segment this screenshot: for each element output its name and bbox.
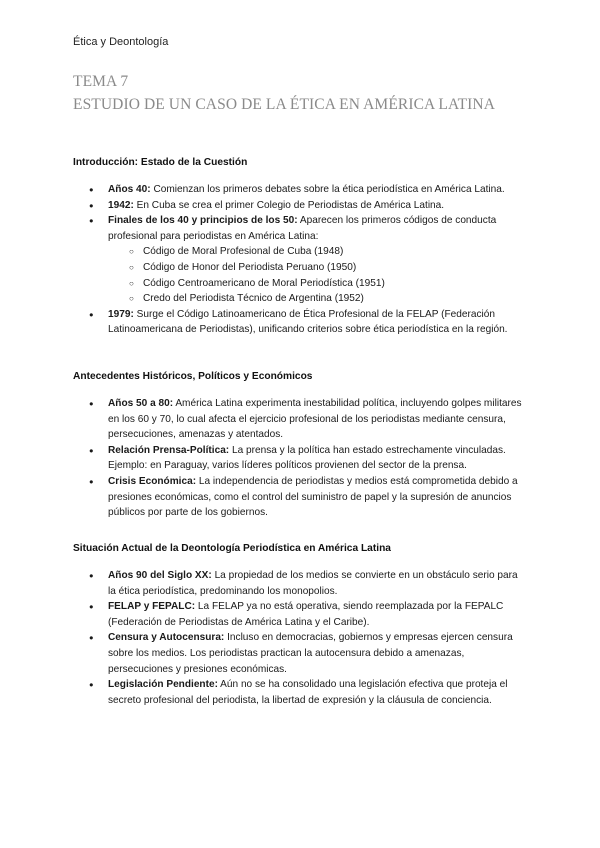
item-text: La FELAP ya no está operativa, siendo reemplazada por la FEPALC (Federación de Periodistas de América Latina y el Caribe). bbox=[108, 601, 504, 628]
page-title-line1: TEMA 7 bbox=[73, 73, 129, 90]
page-title-line2: ESTUDIO DE UN CASO DE LA ÉTICA EN AMÉRICA LATINA bbox=[73, 96, 495, 113]
list-item bbox=[73, 599, 528, 630]
sub-list-item: ○ Credo del Periodista Técnico de Argentina (1952) bbox=[108, 291, 528, 307]
item-text: Incluso en democracias, gobiernos y empresas ejercen censura sobre los medios. Los periodistas practican la autocensura debido a amenazas, persecuciones y presiones económicas. bbox=[108, 632, 513, 675]
sub-list-item: ○ Código de Honor del Periodista Peruano (1950) bbox=[108, 260, 528, 276]
sub-list-item: ○ Código de Moral Profesional de Cuba (1948) bbox=[108, 244, 528, 260]
bullet-list-antecedentes bbox=[73, 396, 528, 521]
list-item bbox=[73, 677, 528, 708]
list-item bbox=[73, 213, 528, 307]
item-label: Años 50 a 80: bbox=[108, 398, 174, 409]
item-text: América Latina experimenta inestabilidad política, incluyendo golpes militares en los 60 y 70, lo cual afecta el ejercicio profesional de los periodistas mediante censura, persecuciones, amenazas y atentados. bbox=[108, 398, 522, 441]
list-item bbox=[73, 443, 528, 474]
bullet-list-introduccion bbox=[73, 182, 528, 338]
sub-list-codigos bbox=[108, 244, 528, 306]
item-text: Aún no se ha consolidado una legislación efectiva que proteja el secreto profesional del periodista, la libertad de expresión y la cláusula de conciencia. bbox=[108, 679, 508, 706]
item-label: Años 90 del Siglo XX: bbox=[108, 570, 212, 581]
item-text: Aparecen los primeros códigos de conducta profesional para periodistas en América Latina: bbox=[108, 215, 497, 242]
item-text: La independencia de periodistas y medios está comprometida debido a presiones económicas, como el control del suministro de papel y la supresión de anuncios públicos por parte de los gobiernos. bbox=[108, 475, 518, 519]
item-label: Años 40: bbox=[108, 184, 151, 195]
item-text: La propiedad de los medios se convierte en un obstáculo serio para la ética periodística, predominando los monopolios. bbox=[108, 570, 518, 597]
page-header: Ética y Deontología bbox=[73, 36, 169, 48]
list-item bbox=[73, 198, 528, 214]
list-item bbox=[73, 396, 528, 443]
item-label: Crisis Económica: bbox=[108, 475, 197, 487]
list-item bbox=[73, 474, 528, 521]
item-label: 1979: bbox=[108, 308, 134, 320]
list-item bbox=[73, 307, 528, 338]
list-item bbox=[73, 568, 528, 599]
list-item bbox=[73, 182, 528, 198]
list-item bbox=[73, 630, 528, 677]
item-text: La prensa y la política han estado estrechamente vinculadas. Ejemplo: en Paraguay, varios líderes políticos provienen del sector de la prensa. bbox=[108, 444, 506, 472]
item-label: Censura y Autocensura: bbox=[108, 632, 225, 644]
item-label: Relación Prensa-Política: bbox=[108, 444, 230, 456]
item-label: 1942: bbox=[108, 199, 134, 211]
item-label: FELAP y FEPALC: bbox=[108, 601, 196, 613]
section-heading-introduccion: Introducción: Estado de la Cuestión bbox=[73, 157, 248, 168]
item-text: Surge el Código Latinoamericano de Ética Profesional de la FELAP (Federación Latinoamericana de Periodistas), unificando criterios sobre ética periodística en la región. bbox=[108, 308, 508, 336]
bullet-list-situacion-actual bbox=[73, 568, 528, 708]
section-heading-antecedentes: Antecedentes Históricos, Políticos y Económicos bbox=[73, 371, 313, 382]
item-label: Finales de los 40 y principios de los 50: bbox=[108, 215, 298, 227]
sub-list-item: ○ Código Centroamericano de Moral Periodística (1951) bbox=[108, 276, 528, 292]
item-text: Comienzan los primeros debates sobre la ética periodística en América Latina. bbox=[150, 184, 505, 195]
section-heading-situacion-actual: Situación Actual de la Deontología Periodística en América Latina bbox=[73, 543, 391, 554]
item-label: Legislación Pendiente: bbox=[108, 679, 218, 691]
item-text: En Cuba se crea el primer Colegio de Periodistas de América Latina. bbox=[133, 199, 445, 211]
